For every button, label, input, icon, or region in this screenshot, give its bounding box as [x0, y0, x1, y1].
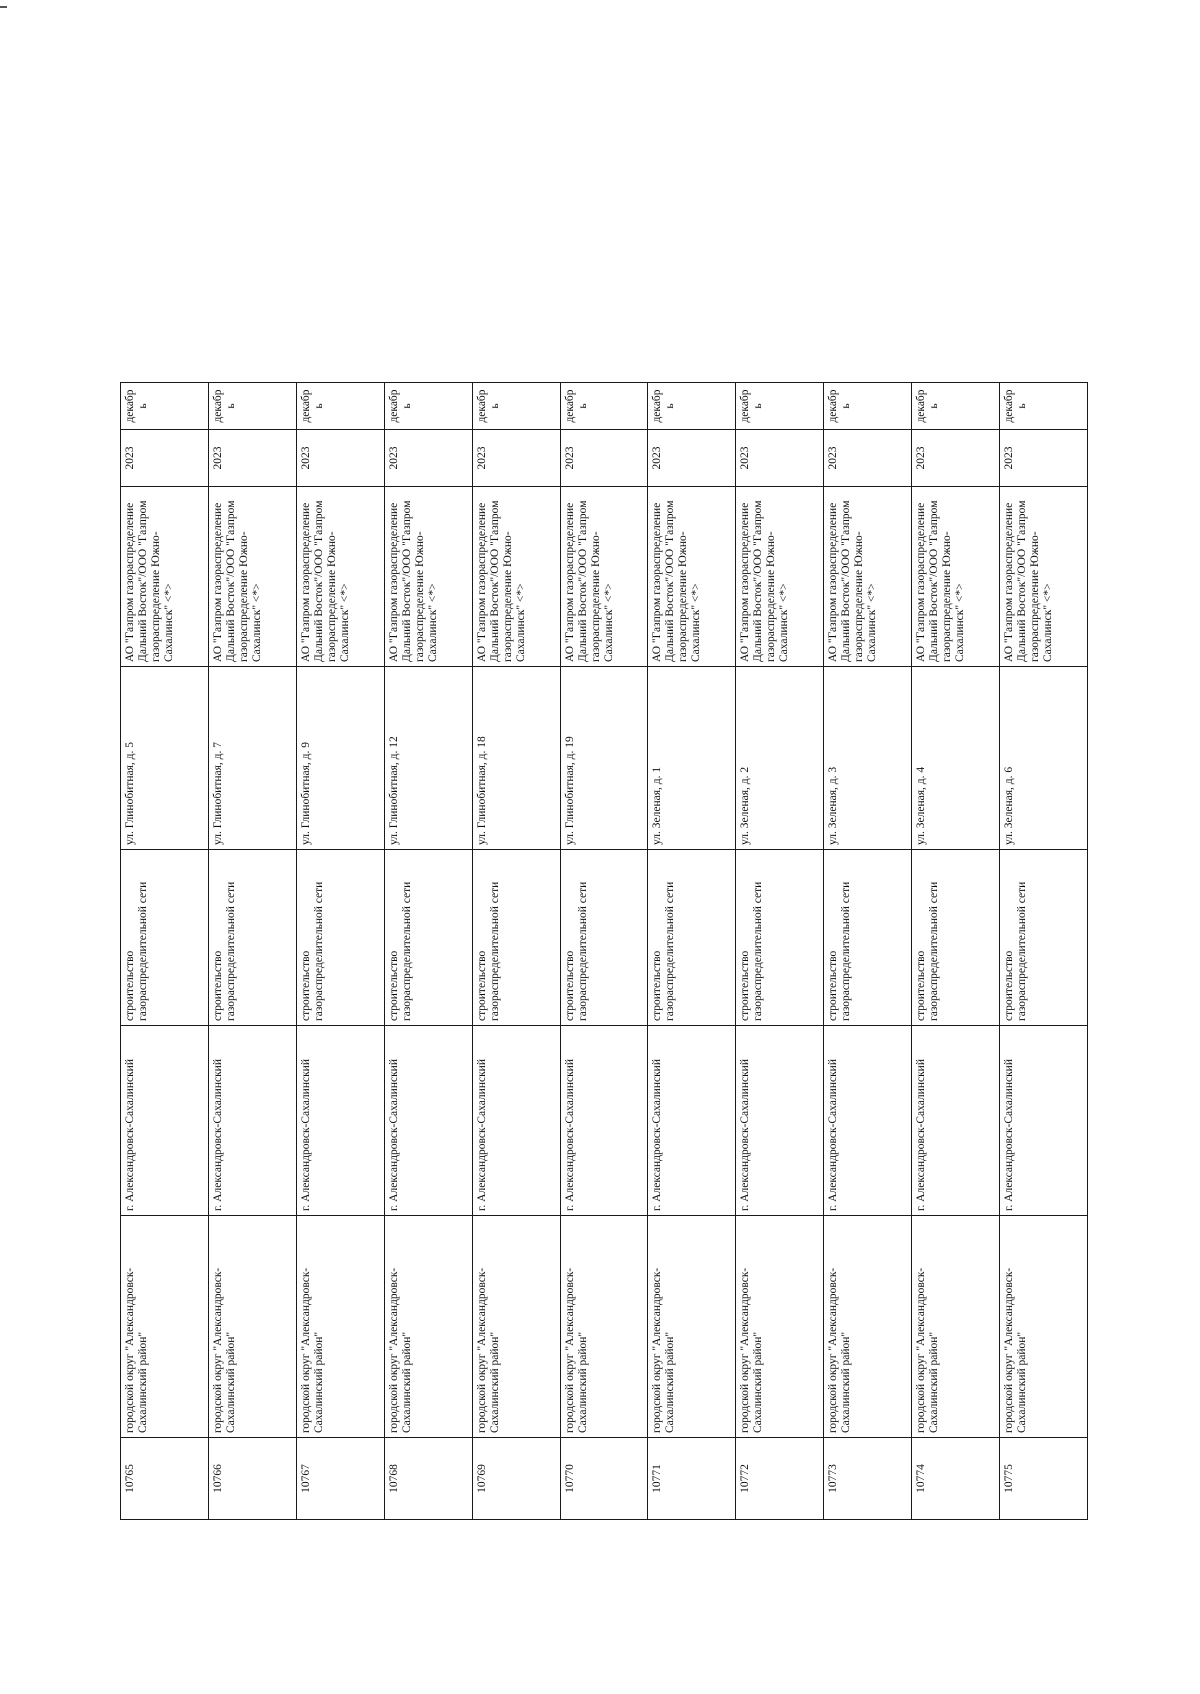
organization-cell: АО "Газпром газораспределение Дальний Восток"/ООО "Газпром газораспределение Южно-Сахалинск" <*> — [472, 487, 560, 667]
municipality-cell: городской округ "Александровск-Сахалинский район" — [472, 1216, 560, 1438]
year-cell: 2023 — [121, 430, 209, 487]
month-cell: декабрь — [824, 383, 912, 430]
year-cell: 2023 — [208, 430, 296, 487]
table-row — [384, 383, 472, 1520]
year-cell: 2023 — [560, 430, 648, 487]
locality-cell: г. Александровск-Сахалинский — [736, 1026, 824, 1216]
record-number: 10766 — [208, 1438, 296, 1520]
work-type-cell: строительство газораспределительной сети — [736, 850, 824, 1026]
month-cell: декабрь — [384, 383, 472, 430]
locality-cell: г. Александровск-Сахалинский — [208, 1026, 296, 1216]
municipality-cell: городской округ "Александровск-Сахалинский район" — [384, 1216, 472, 1438]
table-row — [296, 383, 384, 1520]
municipality-cell: городской округ "Александровск-Сахалинский район" — [296, 1216, 384, 1438]
work-type-cell: строительство газораспределительной сети — [384, 850, 472, 1026]
month-cell: декабрь — [560, 383, 648, 430]
record-number: 10771 — [648, 1438, 736, 1520]
locality-cell: г. Александровск-Сахалинский — [384, 1026, 472, 1216]
organization-cell: АО "Газпром газораспределение Дальний Восток"/ООО "Газпром газораспределение Южно-Сахалинск" <*> — [208, 487, 296, 667]
work-type-cell: строительство газораспределительной сети — [296, 850, 384, 1026]
address-cell: ул. Глинобитная, д. 19 — [560, 667, 648, 850]
municipality-cell: городской округ "Александровск-Сахалинский район" — [208, 1216, 296, 1438]
locality-cell: г. Александровск-Сахалинский — [1000, 1026, 1088, 1216]
record-number: 10768 — [384, 1438, 472, 1520]
organization-cell: АО "Газпром газораспределение Дальний Восток"/ООО "Газпром газораспределение Южно-Сахалинск" <*> — [736, 487, 824, 667]
year-cell: 2023 — [296, 430, 384, 487]
table-row — [208, 383, 296, 1520]
municipality-cell: городской округ "Александровск-Сахалинский район" — [912, 1216, 1000, 1438]
year-cell: 2023 — [648, 430, 736, 487]
table-row — [1000, 383, 1088, 1520]
month-cell: декабрь — [912, 383, 1000, 430]
table-body — [121, 383, 1088, 1520]
municipality-cell: городской округ "Александровск-Сахалинский район" — [1000, 1216, 1088, 1438]
organization-cell: АО "Газпром газораспределение Дальний Восток"/ООО "Газпром газораспределение Южно-Сахалинск" <*> — [384, 487, 472, 667]
rotated-table-wrapper — [120, 383, 1088, 1520]
organization-cell: АО "Газпром газораспределение Дальний Восток"/ООО "Газпром газораспределение Южно-Сахалинск" <*> — [824, 487, 912, 667]
municipality-cell: городской округ "Александровск-Сахалинский район" — [121, 1216, 209, 1438]
record-number: 10772 — [736, 1438, 824, 1520]
locality-cell: г. Александровск-Сахалинский — [912, 1026, 1000, 1216]
scan-artifact-mark — [0, 6, 7, 8]
record-number: 10767 — [296, 1438, 384, 1520]
address-cell: ул. Зеленая, д. 2 — [736, 667, 824, 850]
address-cell: ул. Зеленая, д. 6 — [1000, 667, 1088, 850]
record-number: 10773 — [824, 1438, 912, 1520]
month-cell: декабрь — [296, 383, 384, 430]
record-number: 10774 — [912, 1438, 1000, 1520]
address-cell: ул. Зеленая, д. 4 — [912, 667, 1000, 850]
table-row — [121, 383, 209, 1520]
locality-cell: г. Александровск-Сахалинский — [472, 1026, 560, 1216]
gasification-schedule-table — [120, 382, 1088, 1520]
organization-cell: АО "Газпром газораспределение Дальний Восток"/ООО "Газпром газораспределение Южно-Сахалинск" <*> — [912, 487, 1000, 667]
locality-cell: г. Александровск-Сахалинский — [296, 1026, 384, 1216]
work-type-cell: строительство газораспределительной сети — [824, 850, 912, 1026]
address-cell: ул. Глинобитная, д. 18 — [472, 667, 560, 850]
address-cell: ул. Зеленая, д. 3 — [824, 667, 912, 850]
locality-cell: г. Александровск-Сахалинский — [648, 1026, 736, 1216]
municipality-cell: городской округ "Александровск-Сахалинский район" — [560, 1216, 648, 1438]
locality-cell: г. Александровск-Сахалинский — [560, 1026, 648, 1216]
locality-cell: г. Александровск-Сахалинский — [824, 1026, 912, 1216]
table-row — [824, 383, 912, 1520]
table-row — [472, 383, 560, 1520]
organization-cell: АО "Газпром газораспределение Дальний Восток"/ООО "Газпром газораспределение Южно-Сахалинск" <*> — [1000, 487, 1088, 667]
municipality-cell: городской округ "Александровск-Сахалинский район" — [736, 1216, 824, 1438]
work-type-cell: строительство газораспределительной сети — [1000, 850, 1088, 1026]
address-cell: ул. Глинобитная, д. 7 — [208, 667, 296, 850]
table-row — [648, 383, 736, 1520]
month-cell: декабрь — [736, 383, 824, 430]
month-cell: декабрь — [648, 383, 736, 430]
organization-cell: АО "Газпром газораспределение Дальний Восток"/ООО "Газпром газораспределение Южно-Сахалинск" <*> — [296, 487, 384, 667]
month-cell: декабрь — [472, 383, 560, 430]
month-cell: декабрь — [121, 383, 209, 430]
organization-cell: АО "Газпром газораспределение Дальний Восток"/ООО "Газпром газораспределение Южно-Сахалинск" <*> — [560, 487, 648, 667]
year-cell: 2023 — [384, 430, 472, 487]
municipality-cell: городской округ "Александровск-Сахалинский район" — [648, 1216, 736, 1438]
organization-cell: АО "Газпром газораспределение Дальний Восток"/ООО "Газпром газораспределение Южно-Сахалинск" <*> — [121, 487, 209, 667]
address-cell: ул. Глинобитная, д. 5 — [121, 667, 209, 850]
record-number: 10765 — [121, 1438, 209, 1520]
locality-cell: г. Александровск-Сахалинский — [121, 1026, 209, 1216]
year-cell: 2023 — [912, 430, 1000, 487]
work-type-cell: строительство газораспределительной сети — [912, 850, 1000, 1026]
work-type-cell: строительство газораспределительной сети — [560, 850, 648, 1026]
record-number: 10775 — [1000, 1438, 1088, 1520]
month-cell: декабрь — [208, 383, 296, 430]
year-cell: 2023 — [472, 430, 560, 487]
address-cell: ул. Глинобитная, д. 12 — [384, 667, 472, 850]
work-type-cell: строительство газораспределительной сети — [121, 850, 209, 1026]
table-row — [560, 383, 648, 1520]
year-cell: 2023 — [736, 430, 824, 487]
year-cell: 2023 — [1000, 430, 1088, 487]
year-cell: 2023 — [824, 430, 912, 487]
work-type-cell: строительство газораспределительной сети — [208, 850, 296, 1026]
work-type-cell: строительство газораспределительной сети — [648, 850, 736, 1026]
work-type-cell: строительство газораспределительной сети — [472, 850, 560, 1026]
record-number: 10770 — [560, 1438, 648, 1520]
address-cell: ул. Зеленая, д. 1 — [648, 667, 736, 850]
address-cell: ул. Глинобитная, д. 9 — [296, 667, 384, 850]
municipality-cell: городской округ "Александровск-Сахалинский район" — [824, 1216, 912, 1438]
month-cell: декабрь — [1000, 383, 1088, 430]
table-row — [912, 383, 1000, 1520]
table-row — [736, 383, 824, 1520]
organization-cell: АО "Газпром газораспределение Дальний Восток"/ООО "Газпром газораспределение Южно-Сахалинск" <*> — [648, 487, 736, 667]
record-number: 10769 — [472, 1438, 560, 1520]
